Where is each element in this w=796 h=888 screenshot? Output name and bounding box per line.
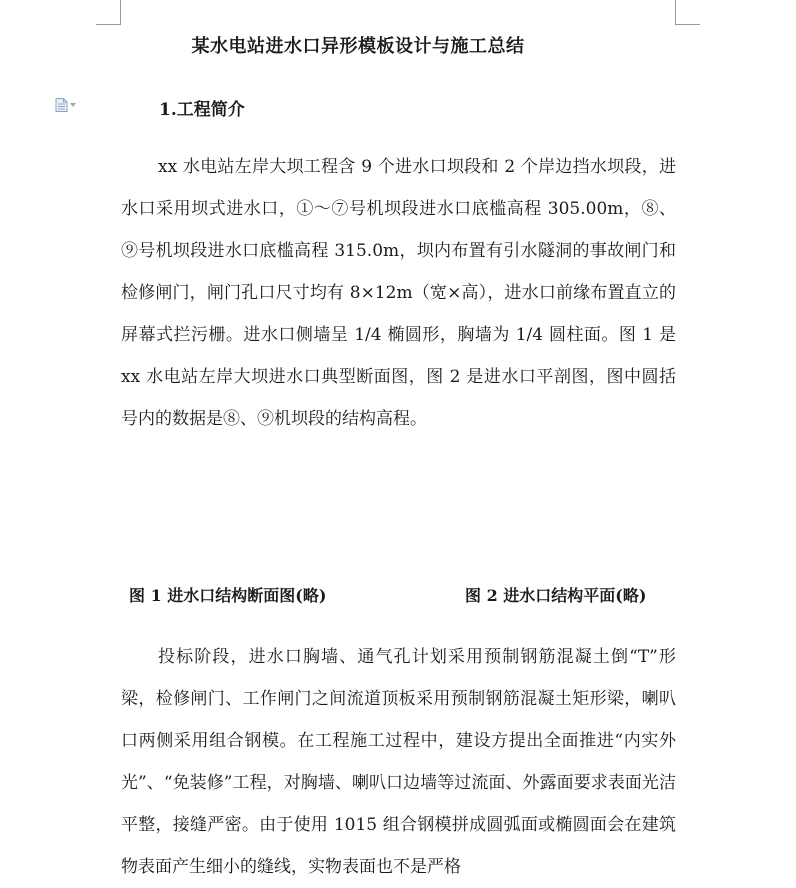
figure-caption-1: 图 1 进水口结构断面图(略) (129, 586, 327, 605)
page-corner-mark-right (675, 0, 700, 25)
section-heading: 1.工程简介 (159, 100, 245, 120)
paragraph-bidding: 投标阶段，进水口胸墙、通气孔计划采用预制钢筋混凝土倒“T”形梁，检修闸门、工作闸门之间流道顶板采用预制钢筋混凝土矩形梁，喇叭口两侧采用组合钢模。在工程施工过程中，建设方提出全面推进“内实外光”、“免装修”工程，对胸墙、喇叭口边墙等过流面、外露面要求表面光洁平整，接缝严密。由于使用 1015 组合钢模拼成圆弧面或椭圆面会在建筑物表面产生细小的缝线，实物表面也不是严格 (121, 647, 676, 877)
document-outline-icon[interactable] (55, 98, 79, 112)
document-title: 某水电站进水口异形模板设计与施工总结 (191, 36, 525, 57)
figure-caption-2: 图 2 进水口结构平面(略) (465, 586, 647, 605)
page-corner-mark-left (96, 0, 121, 25)
document-page-icon (55, 98, 68, 112)
chevron-down-icon (70, 103, 76, 107)
paragraph-intro: xx 水电站左岸大坝工程含 9 个进水口坝段和 2 个岸边挡水坝段，进水口采用坝式进水口，①～⑦号机坝段进水口底槛高程 305.00m，⑧、⑨号机坝段进水口底槛高程 315.0m，坝内布置有引水隧洞的事故闸门和检修闸门，闸门孔口尺寸均有 8×12m（宽×高），进水口前缘布置直立的屏幕式拦污栅。进水口侧墙呈 1/4 椭圆形，胸墙为 1/4 圆柱面。图 1 是 xx 水电站左岸大坝进水口典型断面图，图 2 是进水口平剖图，图中圆括号内的数据是⑧、⑨机坝段的结构高程。 (121, 157, 676, 429)
